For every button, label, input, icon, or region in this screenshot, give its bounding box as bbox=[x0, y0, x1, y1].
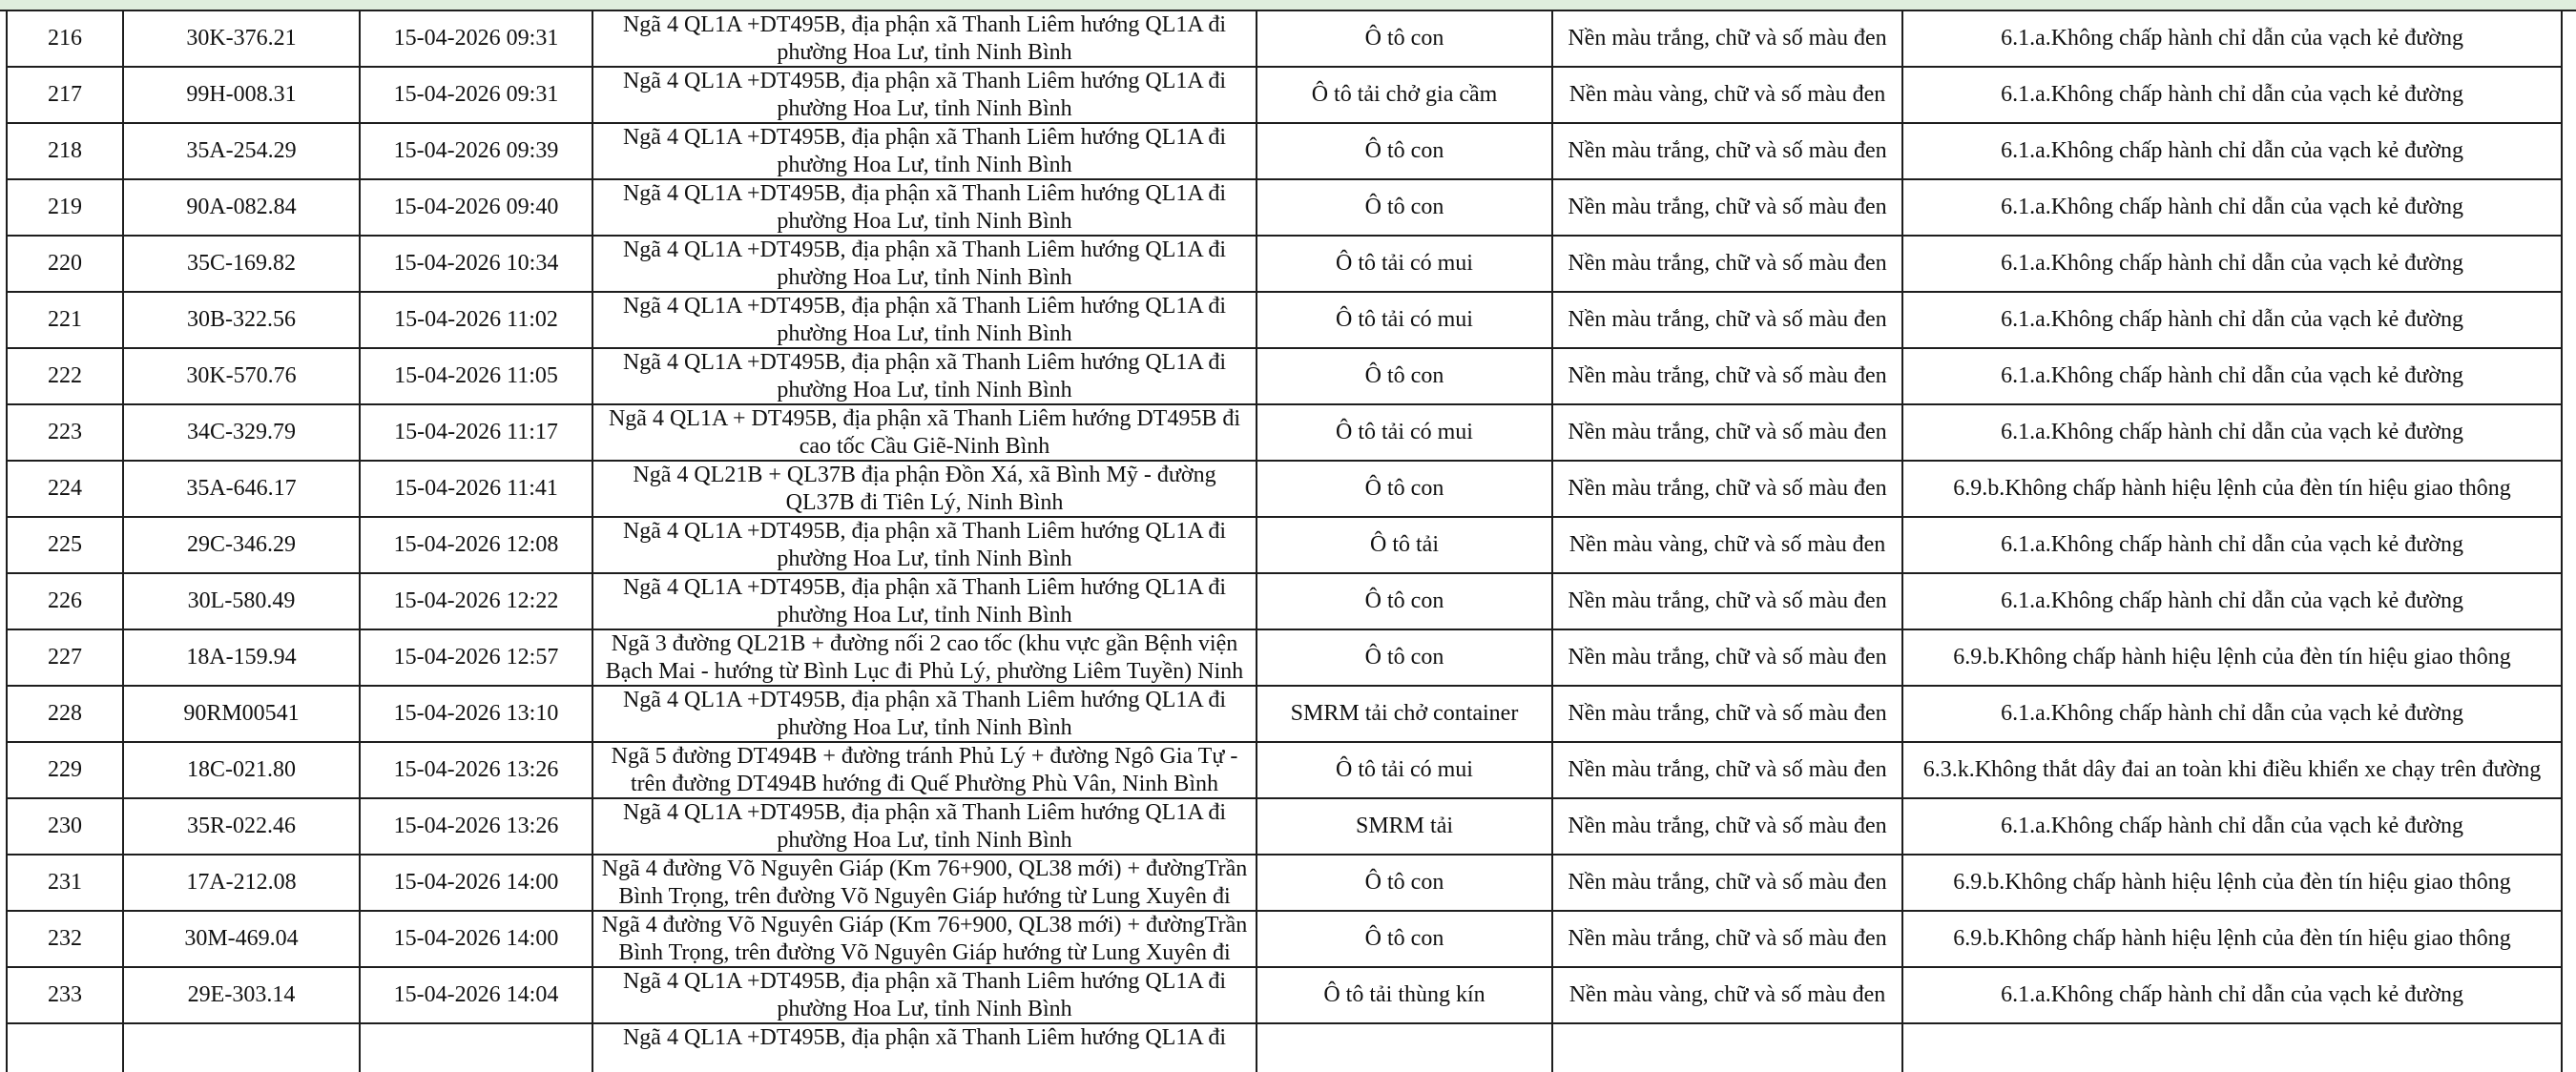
plate-cell[interactable]: 30K-376.21 bbox=[123, 10, 360, 67]
row-number-cell[interactable]: 225 bbox=[7, 517, 123, 573]
plate-cell[interactable]: 90RM00541 bbox=[123, 686, 360, 742]
violations-table bbox=[6, 10, 2563, 1072]
table-row bbox=[7, 798, 2562, 855]
location-text-wrap bbox=[599, 293, 1250, 347]
row-number-cell[interactable]: 220 bbox=[7, 236, 123, 292]
table-row bbox=[7, 123, 2562, 179]
violation-cell[interactable]: 6.1.a.Không chấp hành chỉ dẫn của vạch kẻ đường bbox=[1902, 573, 2562, 629]
plate-color-cell[interactable]: Nền màu trắng, chữ và số màu đen bbox=[1552, 855, 1902, 911]
location-text: Ngã 4 QL1A + DT495B, địa phận xã Thanh Liêm hướng DT495B đi cao tốc Cầu Giẽ-Ninh Bình bbox=[608, 406, 1241, 459]
location-text-wrap bbox=[599, 349, 1250, 403]
vehicle-type-cell[interactable] bbox=[1257, 1023, 1552, 1072]
vehicle-type-cell[interactable]: Ô tô con bbox=[1257, 911, 1552, 967]
vehicle-type-cell[interactable]: Ô tô con bbox=[1257, 573, 1552, 629]
violation-cell[interactable]: 6.1.a.Không chấp hành chỉ dẫn của vạch kẻ đường bbox=[1902, 404, 2562, 461]
row-number-cell[interactable] bbox=[7, 1023, 123, 1072]
time-cell[interactable]: 15-04-2026 11:17 bbox=[360, 404, 592, 461]
table-row bbox=[7, 404, 2562, 461]
time-cell[interactable]: 15-04-2026 12:22 bbox=[360, 573, 592, 629]
plate-cell[interactable]: 30B-322.56 bbox=[123, 292, 360, 348]
time-cell[interactable]: 15-04-2026 12:57 bbox=[360, 629, 592, 686]
table-row bbox=[7, 236, 2562, 292]
plate-color-cell[interactable]: Nền màu trắng, chữ và số màu đen bbox=[1552, 686, 1902, 742]
location-cell[interactable] bbox=[592, 855, 1257, 911]
location-cell[interactable] bbox=[592, 10, 1257, 67]
location-text-wrap bbox=[599, 574, 1250, 629]
location-cell[interactable] bbox=[592, 179, 1257, 236]
plate-cell[interactable]: 34C-329.79 bbox=[123, 404, 360, 461]
location-text: Ngã 4 QL1A +DT495B, địa phận xã Thanh Liêm hướng QL1A đi phường Hoa Lư, tỉnh Ninh Bình bbox=[622, 575, 1227, 628]
violation-cell[interactable]: 6.9.b.Không chấp hành hiệu lệnh của đèn tín hiệu giao thông bbox=[1902, 855, 2562, 911]
location-text-wrap bbox=[599, 799, 1250, 854]
location-text: Ngã 4 QL1A +DT495B, địa phận xã Thanh Liêm hướng QL1A đi phường Hoa Lư, tỉnh Ninh Bình bbox=[622, 800, 1227, 853]
plate-color-cell[interactable]: Nền màu trắng, chữ và số màu đen bbox=[1552, 179, 1902, 236]
row-number-cell[interactable]: 232 bbox=[7, 911, 123, 967]
location-cell[interactable] bbox=[592, 629, 1257, 686]
plate-color-cell[interactable]: Nền màu trắng, chữ và số màu đen bbox=[1552, 573, 1902, 629]
row-number-cell[interactable]: 224 bbox=[7, 461, 123, 517]
location-text: Ngã 4 QL1A +DT495B, địa phận xã Thanh Liêm hướng QL1A đi phường Hoa Lư, tỉnh Ninh Bình bbox=[622, 12, 1227, 65]
plate-color-cell[interactable]: Nền màu trắng, chữ và số màu đen bbox=[1552, 629, 1902, 686]
violation-cell[interactable]: 6.3.k.Không thắt dây đai an toàn khi điều khiển xe chạy trên đường bbox=[1902, 742, 2562, 798]
location-cell[interactable] bbox=[592, 686, 1257, 742]
location-text: Ngã 4 QL1A +DT495B, địa phận xã Thanh Liêm hướng QL1A đi phường Hoa Lư, tỉnh Ninh Bình bbox=[622, 125, 1227, 177]
plate-cell[interactable] bbox=[123, 1023, 360, 1072]
location-text-wrap bbox=[599, 856, 1250, 910]
plate-cell[interactable]: 18A-159.94 bbox=[123, 629, 360, 686]
plate-cell[interactable]: 90A-082.84 bbox=[123, 179, 360, 236]
location-cell[interactable] bbox=[592, 911, 1257, 967]
plate-color-cell[interactable]: Nền màu trắng, chữ và số màu đen bbox=[1552, 236, 1902, 292]
row-number-cell[interactable]: 216 bbox=[7, 10, 123, 67]
vehicle-type-cell[interactable]: Ô tô con bbox=[1257, 348, 1552, 404]
location-text: Ngã 4 QL1A +DT495B, địa phận xã Thanh Liêm hướng QL1A đi phường Hoa Lư, tỉnh Ninh Bình bbox=[622, 519, 1227, 571]
plate-cell[interactable]: 99H-008.31 bbox=[123, 67, 360, 123]
table-row bbox=[7, 967, 2562, 1023]
violation-cell[interactable]: 6.1.a.Không chấp hành chỉ dẫn của vạch kẻ đường bbox=[1902, 123, 2562, 179]
vehicle-type-cell[interactable]: Ô tô con bbox=[1257, 629, 1552, 686]
violation-cell[interactable]: 6.1.a.Không chấp hành chỉ dẫn của vạch kẻ đường bbox=[1902, 967, 2562, 1023]
time-cell[interactable]: 15-04-2026 13:10 bbox=[360, 686, 592, 742]
vehicle-type-cell[interactable]: Ô tô tải chở gia cầm bbox=[1257, 67, 1552, 123]
time-cell[interactable]: 15-04-2026 11:02 bbox=[360, 292, 592, 348]
location-text: Ngã 4 QL1A +DT495B, địa phận xã Thanh Liêm hướng QL1A đi bbox=[622, 1025, 1227, 1050]
plate-color-cell[interactable]: Nền màu trắng, chữ và số màu đen bbox=[1552, 404, 1902, 461]
time-cell[interactable]: 15-04-2026 14:04 bbox=[360, 967, 592, 1023]
plate-cell[interactable]: 18C-021.80 bbox=[123, 742, 360, 798]
table-row bbox=[7, 67, 2562, 123]
row-number-cell[interactable]: 217 bbox=[7, 67, 123, 123]
row-number-cell[interactable]: 223 bbox=[7, 404, 123, 461]
plate-color-cell[interactable] bbox=[1552, 1023, 1902, 1072]
location-text-wrap bbox=[599, 743, 1250, 797]
violation-cell[interactable]: 6.9.b.Không chấp hành hiệu lệnh của đèn tín hiệu giao thông bbox=[1902, 911, 2562, 967]
time-cell[interactable] bbox=[360, 1023, 592, 1072]
vehicle-type-cell[interactable]: SMRM tải bbox=[1257, 798, 1552, 855]
plate-color-cell[interactable]: Nền màu trắng, chữ và số màu đen bbox=[1552, 461, 1902, 517]
vehicle-type-cell[interactable]: Ô tô tải bbox=[1257, 517, 1552, 573]
plate-cell[interactable]: 35A-254.29 bbox=[123, 123, 360, 179]
row-number-cell[interactable]: 231 bbox=[7, 855, 123, 911]
time-cell[interactable]: 15-04-2026 11:05 bbox=[360, 348, 592, 404]
location-text-wrap bbox=[599, 124, 1250, 178]
plate-cell[interactable]: 35A-646.17 bbox=[123, 461, 360, 517]
plate-color-cell[interactable]: Nền màu trắng, chữ và số màu đen bbox=[1552, 911, 1902, 967]
vehicle-type-cell[interactable]: Ô tô con bbox=[1257, 461, 1552, 517]
location-text: Ngã 4 QL1A +DT495B, địa phận xã Thanh Liêm hướng QL1A đi phường Hoa Lư, tỉnh Ninh Bình bbox=[622, 688, 1227, 740]
time-cell[interactable]: 15-04-2026 09:40 bbox=[360, 179, 592, 236]
location-cell[interactable] bbox=[592, 517, 1257, 573]
violation-cell[interactable]: 6.1.a.Không chấp hành chỉ dẫn của vạch kẻ đường bbox=[1902, 236, 2562, 292]
location-cell[interactable] bbox=[592, 348, 1257, 404]
row-number-cell[interactable]: 222 bbox=[7, 348, 123, 404]
violation-cell[interactable]: 6.1.a.Không chấp hành chỉ dẫn của vạch kẻ đường bbox=[1902, 517, 2562, 573]
row-number-cell[interactable]: 229 bbox=[7, 742, 123, 798]
table-row bbox=[7, 517, 2562, 573]
violation-cell[interactable] bbox=[1902, 1023, 2562, 1072]
location-text-wrap bbox=[599, 237, 1250, 291]
violation-cell[interactable]: 6.1.a.Không chấp hành chỉ dẫn của vạch kẻ đường bbox=[1902, 798, 2562, 855]
table-row bbox=[7, 742, 2562, 798]
location-text: Ngã 4 QL1A +DT495B, địa phận xã Thanh Liêm hướng QL1A đi phường Hoa Lư, tỉnh Ninh Bình bbox=[622, 969, 1227, 1021]
vehicle-type-cell[interactable]: Ô tô tải thùng kín bbox=[1257, 967, 1552, 1023]
vehicle-type-cell[interactable]: Ô tô con bbox=[1257, 123, 1552, 179]
time-cell[interactable]: 15-04-2026 13:26 bbox=[360, 742, 592, 798]
plate-color-cell[interactable]: Nền màu vàng, chữ và số màu đen bbox=[1552, 967, 1902, 1023]
location-text-wrap bbox=[599, 68, 1250, 122]
location-cell[interactable] bbox=[592, 236, 1257, 292]
time-cell[interactable]: 15-04-2026 10:34 bbox=[360, 236, 592, 292]
plate-cell[interactable]: 35R-022.46 bbox=[123, 798, 360, 855]
location-text: Ngã 4 đường Võ Nguyên Giáp (Km 76+900, QL38 mới) + đườngTrần Bình Trọng, trên đường Võ Nguyên Giáp hướng từ Lung Xuyên đi bbox=[601, 856, 1248, 909]
violation-cell[interactable]: 6.1.a.Không chấp hành chỉ dẫn của vạch kẻ đường bbox=[1902, 292, 2562, 348]
location-text: Ngã 3 đường QL21B + đường nối 2 cao tốc (khu vực gần Bệnh viện Bạch Mai - hướng từ Bình Lục đi Phủ Lý, phường Liêm Tuyền) Ninh bbox=[605, 631, 1244, 684]
row-number-cell[interactable]: 228 bbox=[7, 686, 123, 742]
location-text: Ngã 4 QL1A +DT495B, địa phận xã Thanh Liêm hướng QL1A đi phường Hoa Lư, tỉnh Ninh Bình bbox=[622, 181, 1227, 234]
table-row bbox=[7, 179, 2562, 236]
location-text-wrap bbox=[599, 687, 1250, 741]
vehicle-type-cell[interactable]: Ô tô tải có mui bbox=[1257, 292, 1552, 348]
time-cell[interactable]: 15-04-2026 13:26 bbox=[360, 798, 592, 855]
location-text: Ngã 4 QL1A +DT495B, địa phận xã Thanh Liêm hướng QL1A đi phường Hoa Lư, tỉnh Ninh Bình bbox=[622, 69, 1227, 121]
plate-cell[interactable]: 29C-346.29 bbox=[123, 517, 360, 573]
plate-color-cell[interactable]: Nền màu trắng, chữ và số màu đen bbox=[1552, 10, 1902, 67]
time-cell[interactable]: 15-04-2026 09:31 bbox=[360, 67, 592, 123]
violation-cell[interactable]: 6.9.b.Không chấp hành hiệu lệnh của đèn tín hiệu giao thông bbox=[1902, 629, 2562, 686]
violation-cell[interactable]: 6.1.a.Không chấp hành chỉ dẫn của vạch kẻ đường bbox=[1902, 67, 2562, 123]
location-cell[interactable] bbox=[592, 1023, 1257, 1072]
plate-color-cell[interactable]: Nền màu trắng, chữ và số màu đen bbox=[1552, 348, 1902, 404]
location-text-wrap bbox=[599, 11, 1250, 66]
location-text-wrap bbox=[599, 180, 1250, 235]
location-cell[interactable] bbox=[592, 967, 1257, 1023]
location-text-wrap bbox=[599, 912, 1250, 966]
location-text-wrap bbox=[599, 405, 1250, 460]
plate-color-cell[interactable]: Nền màu trắng, chữ và số màu đen bbox=[1552, 798, 1902, 855]
plate-color-cell[interactable]: Nền màu vàng, chữ và số màu đen bbox=[1552, 67, 1902, 123]
vehicle-type-cell[interactable]: Ô tô con bbox=[1257, 855, 1552, 911]
location-cell[interactable] bbox=[592, 404, 1257, 461]
plate-cell[interactable]: 30K-570.76 bbox=[123, 348, 360, 404]
row-number-cell[interactable]: 219 bbox=[7, 179, 123, 236]
plate-cell[interactable]: 17A-212.08 bbox=[123, 855, 360, 911]
location-text: Ngã 4 QL1A +DT495B, địa phận xã Thanh Liêm hướng QL1A đi phường Hoa Lư, tỉnh Ninh Bình bbox=[622, 294, 1227, 346]
plate-cell[interactable]: 30M-469.04 bbox=[123, 911, 360, 967]
location-cell[interactable] bbox=[592, 292, 1257, 348]
location-text: Ngã 4 QL1A +DT495B, địa phận xã Thanh Liêm hướng QL1A đi phường Hoa Lư, tỉnh Ninh Bình bbox=[622, 350, 1227, 402]
violation-cell[interactable]: 6.1.a.Không chấp hành chỉ dẫn của vạch kẻ đường bbox=[1902, 686, 2562, 742]
time-cell[interactable]: 15-04-2026 09:39 bbox=[360, 123, 592, 179]
plate-cell[interactable]: 29E-303.14 bbox=[123, 967, 360, 1023]
row-number-cell[interactable]: 230 bbox=[7, 798, 123, 855]
row-number-cell[interactable]: 233 bbox=[7, 967, 123, 1023]
location-text-wrap bbox=[599, 518, 1250, 572]
table-body bbox=[7, 10, 2562, 1072]
location-cell[interactable] bbox=[592, 461, 1257, 517]
violation-cell[interactable]: 6.1.a.Không chấp hành chỉ dẫn của vạch kẻ đường bbox=[1902, 179, 2562, 236]
location-cell[interactable] bbox=[592, 67, 1257, 123]
violation-cell[interactable]: 6.9.b.Không chấp hành hiệu lệnh của đèn tín hiệu giao thông bbox=[1902, 461, 2562, 517]
table-row bbox=[7, 629, 2562, 686]
vehicle-type-cell[interactable]: Ô tô tải có mui bbox=[1257, 404, 1552, 461]
table-row bbox=[7, 573, 2562, 629]
table-row bbox=[7, 855, 2562, 911]
plate-color-cell[interactable]: Nền màu trắng, chữ và số màu đen bbox=[1552, 292, 1902, 348]
time-cell[interactable]: 15-04-2026 11:41 bbox=[360, 461, 592, 517]
violation-cell[interactable]: 6.1.a.Không chấp hành chỉ dẫn của vạch kẻ đường bbox=[1902, 10, 2562, 67]
location-text: Ngã 4 đường Võ Nguyên Giáp (Km 76+900, QL38 mới) + đườngTrần Bình Trọng, trên đường Võ Nguyên Giáp hướng từ Lung Xuyên đi bbox=[601, 913, 1248, 965]
location-text-wrap bbox=[599, 1024, 1250, 1072]
vehicle-type-cell[interactable]: Ô tô con bbox=[1257, 10, 1552, 67]
table-row bbox=[7, 348, 2562, 404]
row-number-cell[interactable]: 226 bbox=[7, 573, 123, 629]
location-text: Ngã 4 QL21B + QL37B địa phận Đồn Xá, xã Bình Mỹ - đường QL37B đi Tiên Lý, Ninh Bình bbox=[633, 463, 1216, 515]
location-text-wrap bbox=[599, 462, 1250, 516]
vehicle-type-cell[interactable]: SMRM tải chở container bbox=[1257, 686, 1552, 742]
table-row bbox=[7, 461, 2562, 517]
plate-color-cell[interactable]: Nền màu trắng, chữ và số màu đen bbox=[1552, 123, 1902, 179]
location-text: Ngã 4 QL1A +DT495B, địa phận xã Thanh Liêm hướng QL1A đi phường Hoa Lư, tỉnh Ninh Bình bbox=[622, 237, 1227, 290]
location-cell[interactable] bbox=[592, 742, 1257, 798]
table-row bbox=[7, 686, 2562, 742]
row-number-cell[interactable]: 218 bbox=[7, 123, 123, 179]
violation-cell[interactable]: 6.1.a.Không chấp hành chỉ dẫn của vạch kẻ đường bbox=[1902, 348, 2562, 404]
plate-cell[interactable]: 30L-580.49 bbox=[123, 573, 360, 629]
location-cell[interactable] bbox=[592, 798, 1257, 855]
table-row bbox=[7, 10, 2562, 67]
vehicle-type-cell[interactable]: Ô tô con bbox=[1257, 179, 1552, 236]
time-cell[interactable]: 15-04-2026 09:31 bbox=[360, 10, 592, 67]
vehicle-type-cell[interactable]: Ô tô tải có mui bbox=[1257, 742, 1552, 798]
row-number-cell[interactable]: 227 bbox=[7, 629, 123, 686]
table-row bbox=[7, 911, 2562, 967]
location-text-wrap bbox=[599, 630, 1250, 685]
location-text: Ngã 5 đường DT494B + đường tránh Phủ Lý + đường Ngô Gia Tự - trên đường DT494B hướng đi Quế Phường Phù Vân, Ninh Bình bbox=[611, 744, 1238, 796]
table-row bbox=[7, 292, 2562, 348]
vehicle-type-cell[interactable]: Ô tô tải có mui bbox=[1257, 236, 1552, 292]
time-cell[interactable]: 15-04-2026 14:00 bbox=[360, 855, 592, 911]
time-cell[interactable]: 15-04-2026 12:08 bbox=[360, 517, 592, 573]
location-cell[interactable] bbox=[592, 573, 1257, 629]
location-text-wrap bbox=[599, 968, 1250, 1022]
plate-color-cell[interactable]: Nền màu vàng, chữ và số màu đen bbox=[1552, 517, 1902, 573]
time-cell[interactable]: 15-04-2026 14:00 bbox=[360, 911, 592, 967]
location-cell[interactable] bbox=[592, 123, 1257, 179]
plate-color-cell[interactable]: Nền màu trắng, chữ và số màu đen bbox=[1552, 742, 1902, 798]
table-row-partial bbox=[7, 1023, 2562, 1072]
plate-cell[interactable]: 35C-169.82 bbox=[123, 236, 360, 292]
row-number-cell[interactable]: 221 bbox=[7, 292, 123, 348]
